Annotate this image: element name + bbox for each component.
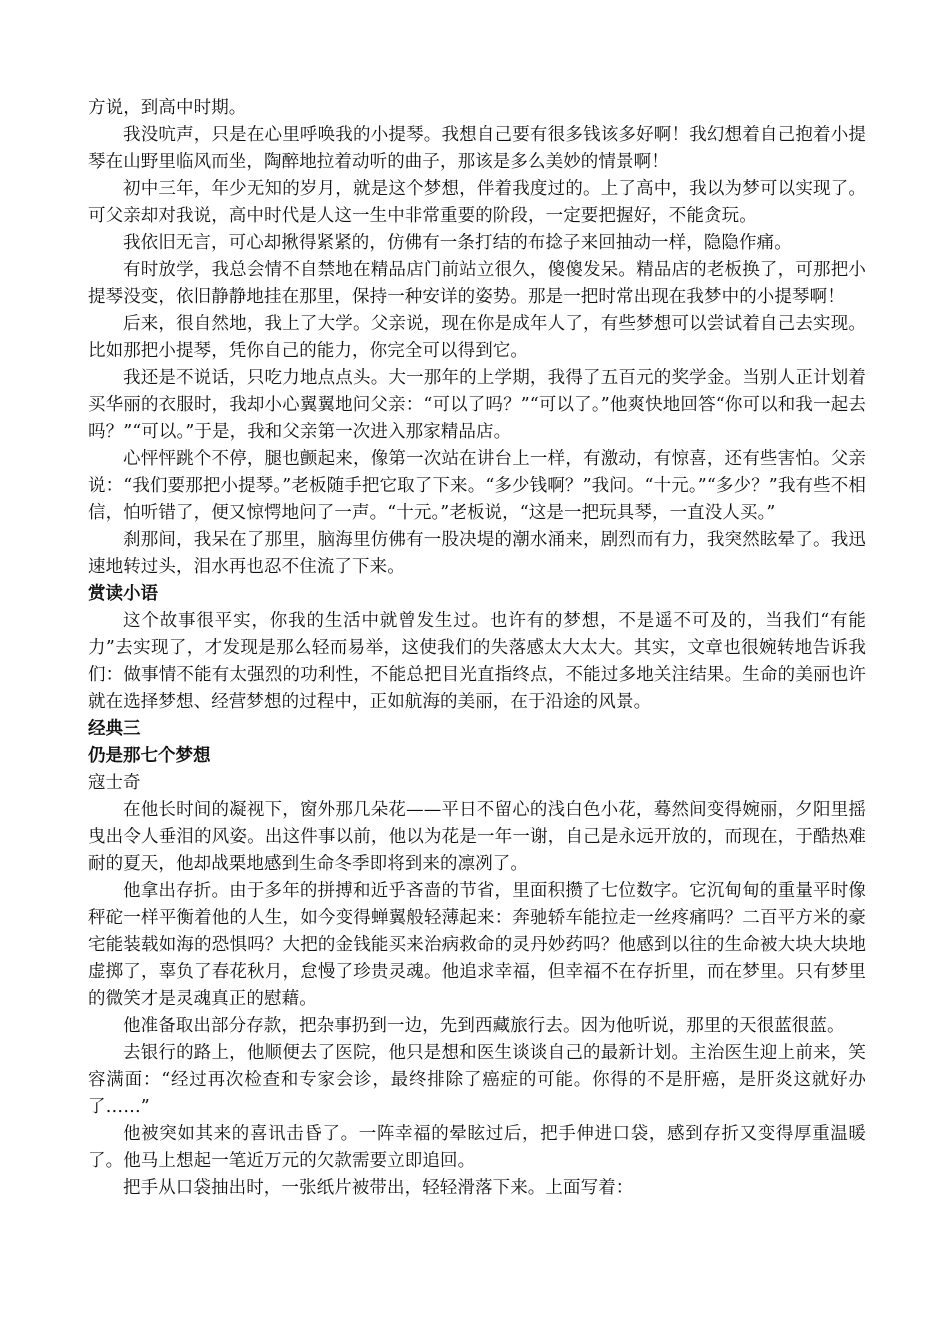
- paragraph: 我依旧无言，可心却揪得紧紧的，仿佛有一条打结的布捻子来回抽动一样，隐隐作痛。: [123, 233, 792, 253]
- story-author: 寇士奇: [88, 773, 141, 793]
- appreciation-paragraph: 这个故事很平实，你我的生活中就曾发生过。也许有的梦想，不是遥不可及的，当我们“有能力”去实现了，才发现是那么轻而易举，这使我们的失落感太大太大。其实，文章也很婉转地告诉我们：做事情不能有太强烈的功利性，不能总把目光直指终点，不能过多地关注结果。生命的美丽也许就在选择梦想、经营梦想的过程中，正如航海的美丽，在于沿途的风景。: [88, 611, 866, 712]
- paragraph: 他准备取出部分存款，把杂事扔到一边，先到西藏旅行去。因为他听说，那里的天很蓝很蓝。: [123, 1016, 845, 1036]
- section-heading-appreciation: 赏读小语: [88, 584, 158, 604]
- story-title: 仍是那七个梦想: [88, 746, 211, 766]
- document-body: [88, 95, 866, 1202]
- section-heading-classic: 经典三: [88, 719, 141, 739]
- paragraph: 心怦怦跳个不停，腿也颤起来，像第一次站在讲台上一样，有激动，有惊喜，还有些害怕。父亲说：“我们要那把小提琴。”老板随手把它取了下来。“多少钱啊？”我问。“十元。”“多少？”我有些不相信，怕听错了，便又惊愕地问了一声。“十元。”老板说，“这是一把玩具琴，一直没人买。”: [88, 449, 866, 523]
- paragraph: 我没吭声，只是在心里呼唤我的小提琴。我想自己要有很多钱该多好啊！我幻想着自己抱着小提琴在山野里临风而坐，陶醉地拉着动听的曲子，那该是多么美妙的情景啊！: [88, 125, 866, 172]
- paragraph: 刹那间，我呆在了那里，脑海里仿佛有一股决堤的潮水涌来，剧烈而有力，我突然眩晕了。我迅速地转过头，泪水再也忍不住流了下来。: [88, 530, 866, 577]
- paragraph: 去银行的路上，他顺便去了医院，他只是想和医生谈谈自己的最新计划。主治医生迎上前来，笑容满面：“经过再次检查和专家会诊，最终排除了癌症的可能。你得的不是肝癌，是肝炎这就好办了……”: [88, 1043, 866, 1117]
- paragraph: 有时放学，我总会情不自禁地在精品店门前站立很久，傻傻发呆。精品店的老板换了，可那把小提琴没变，依旧静静地挂在那里，保持一种安详的姿势。那是一把时常出现在我梦中的小提琴啊！: [88, 260, 866, 307]
- paragraph: 初中三年，年少无知的岁月，就是这个梦想，伴着我度过的。上了高中，我以为梦可以实现了。可父亲却对我说，高中时代是人这一生中非常重要的阶段，一定要把握好，不能贪玩。: [88, 179, 866, 226]
- paragraph: 我还是不说话，只吃力地点点头。大一那年的上学期，我得了五百元的奖学金。当别人正计划着买华丽的衣服时，我却小心翼翼地问父亲：“可以了吗？”“可以了。”他爽快地回答“你可以和我一起去吗？”“可以。”于是，我和父亲第一次进入那家精品店。: [88, 368, 866, 442]
- paragraph: 在他长时间的凝视下，窗外那几朵花——平日不留心的浅白色小花，蓦然间变得婉丽，夕阳里摇曳出令人垂泪的风姿。出这件事以前，他以为花是一年一谢，自己是永远开放的，而现在，于酷热难耐的夏天，他却战栗地感到生命冬季即将到来的凛冽了。: [88, 800, 866, 874]
- paragraph: 把手从口袋抽出时，一张纸片被带出，轻轻滑落下来。上面写着：: [123, 1178, 634, 1198]
- paragraph: 方说，到高中时期。: [88, 98, 247, 118]
- paragraph: 他拿出存折。由于多年的拼搏和近乎吝啬的节省，里面积攒了七位数字。它沉甸甸的重量平时像秤砣一样平衡着他的人生，如今变得蝉翼般轻薄起来：奔驰轿车能拉走一丝疼痛吗？二百平方米的豪宅能装载如海的恐惧吗？大把的金钱能买来治病救命的灵丹妙药吗？他感到以往的生命被大块大块地虚掷了，辜负了春花秋月，怠慢了珍贵灵魂。他追求幸福，但幸福不在存折里，而在梦里。只有梦里的微笑才是灵魂真正的慰藉。: [88, 881, 866, 1009]
- paragraph: 他被突如其来的喜讯击昏了。一阵幸福的晕眩过后，把手伸进口袋，感到存折又变得厚重温暖了。他马上想起一笔近万元的欠款需要立即追回。: [88, 1124, 866, 1171]
- paragraph: 后来，很自然地，我上了大学。父亲说，现在你是成年人了，有些梦想可以尝试着自己去实现。比如那把小提琴，凭你自己的能力，你完全可以得到它。: [88, 314, 866, 361]
